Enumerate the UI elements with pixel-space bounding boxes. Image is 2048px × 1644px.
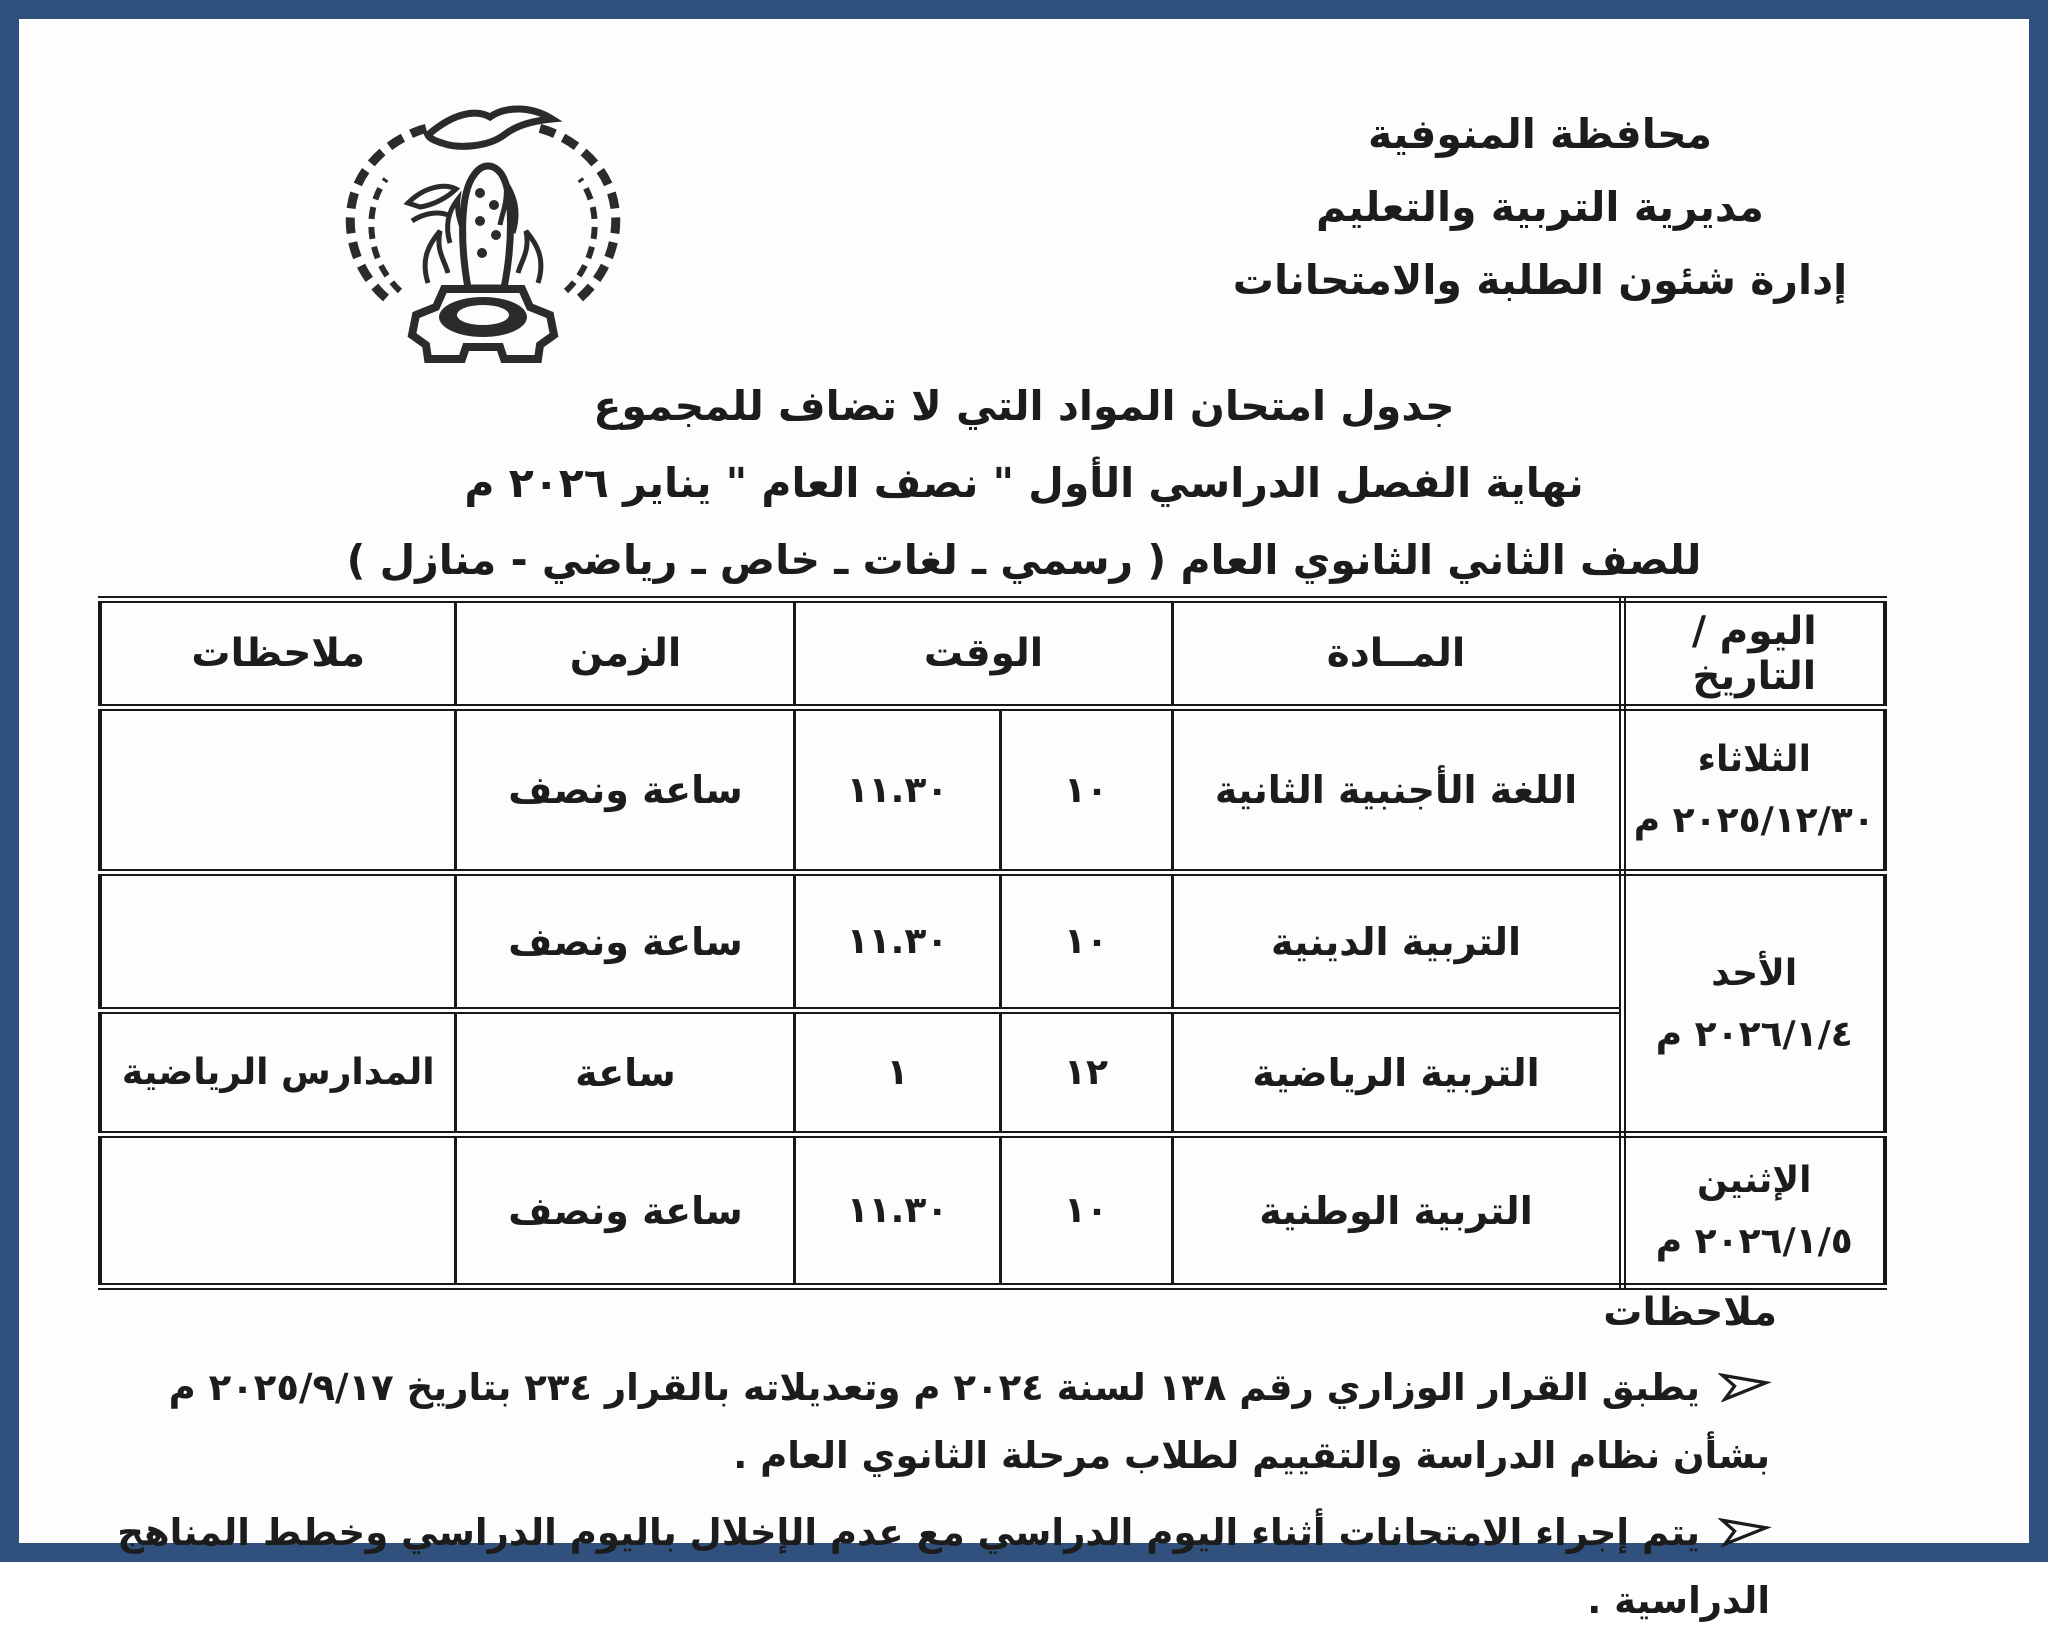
table-header-row (100, 600, 1885, 708)
table-row (100, 1135, 1885, 1287)
time-end-cell: ١١.٣٠ (795, 873, 1000, 1011)
exam-schedule-table (98, 596, 1887, 1290)
notes-cell (100, 708, 456, 873)
wreath-icon (350, 127, 615, 298)
time-start-cell: ١٠ (1000, 708, 1172, 873)
emblem-icon (308, 83, 658, 373)
day-text: الإثنين (1697, 1159, 1812, 1201)
header-notes: ملاحظات (100, 600, 456, 708)
duration-cell: ساعة ونصف (456, 1135, 795, 1287)
day-date-cell (1622, 1135, 1885, 1287)
footnotes-heading: ملاحظات (1603, 1290, 1777, 1335)
time-end-cell: ١١.٣٠ (795, 708, 1000, 873)
header-day-date: اليوم / التاريخ (1622, 600, 1885, 708)
header-time: الوقت (795, 600, 1172, 708)
semester-title: نهاية الفصل الدراسي الأول " نصف العام " يناير ٢٠٢٦ م (464, 459, 1584, 508)
footnotes-list (70, 1354, 1770, 1644)
header-duration: الزمن (456, 600, 795, 708)
date-text: ٢٠٢٦/١/٥ م (1655, 1220, 1853, 1262)
day-date-cell (1622, 873, 1885, 1135)
corn-cob-icon (463, 166, 511, 288)
table-row (100, 873, 1885, 1011)
day-text: الأحد (1711, 952, 1798, 994)
document-page (38, 38, 2010, 1623)
notes-cell (100, 873, 456, 1011)
time-end-cell: ١ (795, 1011, 1000, 1135)
date-text: ٢٠٢٥/١٢/٣٠ م (1633, 800, 1875, 841)
duration-cell: ساعة ونصف (456, 708, 795, 873)
footnote-text: يطبق القرار الوزاري رقم ١٣٨ لسنة ٢٠٢٤ م وتعديلاته بالقرار ٢٣٤ بتاريخ ٢٠٢٥/٩/١٧ م بشأن نظام الدراسة والتقييم لطلاب مرحلة الثانوي العام . (168, 1366, 1770, 1478)
time-start-cell: ١٢ (1000, 1011, 1172, 1135)
table-row (100, 708, 1885, 873)
menoufia-governorate-emblem-logo (308, 83, 658, 373)
table-row (100, 1011, 1885, 1135)
time-start-cell: ١٠ (1000, 1135, 1172, 1287)
governorate-name: محافظة المنوفية (1367, 110, 1713, 158)
day-text: الثلاثاء (1697, 739, 1811, 780)
exam-schedule-title: جدول امتحان المواد التي لا تضاف للمجموع (593, 382, 1455, 430)
grade-title: للصف الثاني الثانوي العام ( رسمي ـ لغات ـ خاص ـ رياضي - منازل ) (346, 536, 1702, 585)
subject-cell: التربية الوطنية (1172, 1135, 1622, 1287)
duration-cell: ساعة ونصف (456, 873, 795, 1011)
time-start-cell: ١٠ (1000, 873, 1172, 1011)
time-end-cell: ١١.٣٠ (795, 1135, 1000, 1287)
directorate-name: مديرية التربية والتعليم (1316, 182, 1764, 231)
gear-icon (412, 289, 554, 359)
notes-cell (100, 1135, 456, 1287)
footnote-item (70, 1354, 1770, 1491)
administration-name: إدارة شئون الطلبة والامتحانات (1232, 255, 1848, 304)
arrow-bullet-icon (1717, 1496, 1772, 1531)
subject-cell: التربية الدينية (1172, 873, 1622, 1011)
subject-cell: التربية الرياضية (1172, 1011, 1622, 1135)
document-titles (158, 368, 1890, 599)
date-text: ٢٠٢٦/١/٤ م (1655, 1013, 1853, 1055)
header-subject: المــادة (1172, 600, 1622, 708)
arrow-bullet-icon (1717, 1351, 1772, 1386)
footnote-text: يتم إجراء الامتحانات أثناء اليوم الدراسي مع عدم الإخلال باليوم الدراسي وخطط المناهج الدراسية . (117, 1510, 1770, 1623)
subject-cell: اللغة الأجنبية الثانية (1172, 708, 1622, 873)
footnote-item (70, 1499, 1770, 1636)
notes-cell: المدارس الرياضية (100, 1011, 456, 1135)
duration-cell: ساعة (456, 1011, 795, 1135)
org-header-block (1220, 98, 1860, 317)
day-date-cell (1622, 708, 1885, 873)
